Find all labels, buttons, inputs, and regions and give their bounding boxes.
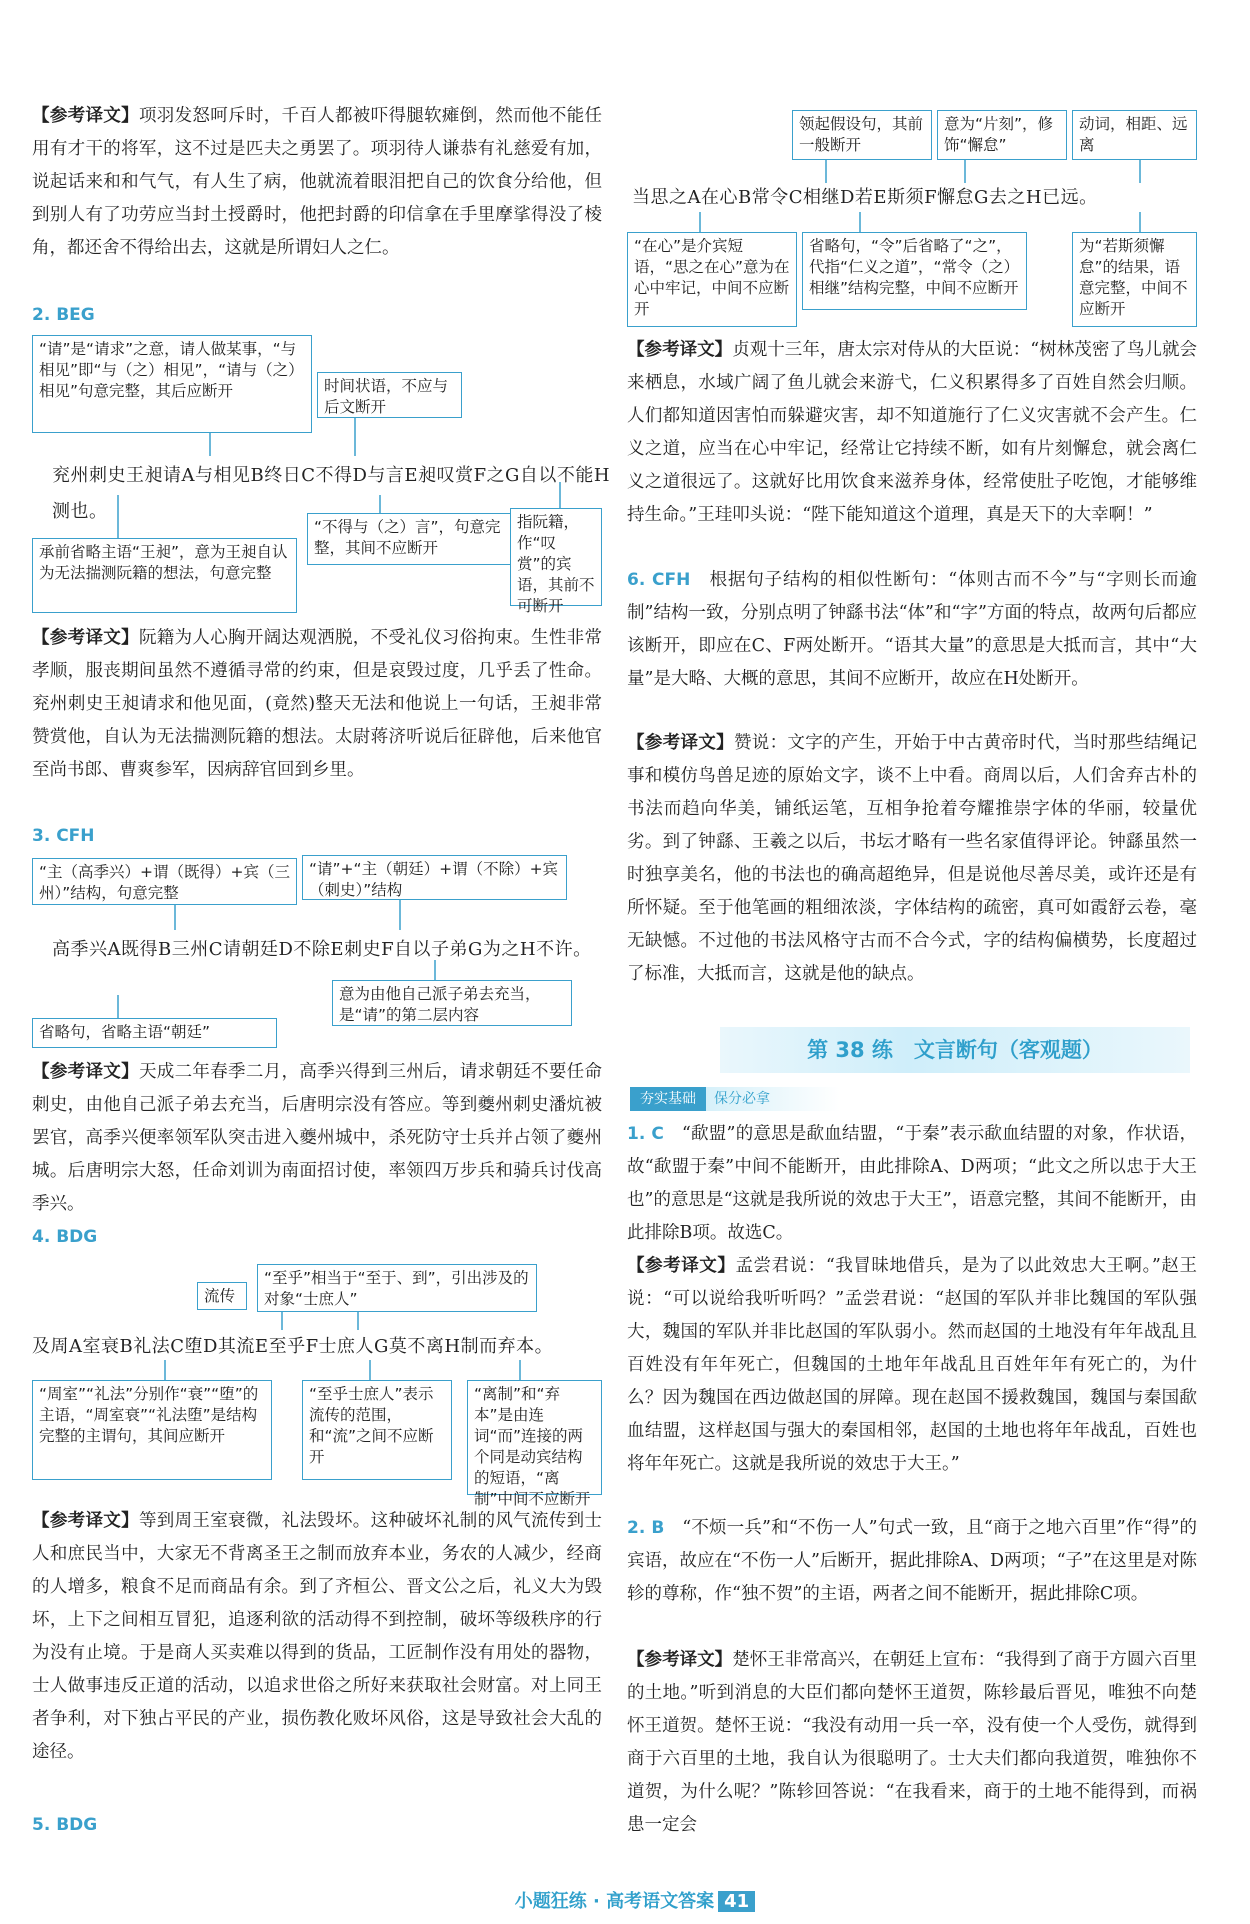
translation-text: 赞说：文字的产生，开始于中古黄帝时代，当时那些结绳记事和模仿鸟兽足迹的原始文字，谈不上中看。商周以后，人们舍弃古朴的书法而趋向华美，铺纸运笔，互相争抢着夸耀推崇字体的华丽，较量优劣。到了钟繇、王羲之以后，书坛才略有一些名家值得评论。钟繇虽然一时独享美名，他的书法也的确高超绝异，但是说他尽善尽美，或许还是有所怀疑。至于他笔画的粗细浓淡，字体结构的疏密，真可如霞舒云卷，毫无缺憾。不过他的书法风格守古而不合今式，字的结构偏横势，长度超过了标准，大抵而言，这就是他的缺点。 [627,733,1198,984]
rtop-translation [627,334,1197,532]
rtop-note-box-6: 为“若斯须懈怠”的结果，语意完整，中间不应断开 [1072,232,1197,327]
q2-note-box-2: 时间状语，不应与后文断开 [317,372,462,418]
translation-tag: 【参考译文】 [627,340,733,360]
translation-tag: 【参考译文】 [32,1062,139,1082]
rtop-note-box-2: 意为“片刻”，修饰“懈怠” [937,110,1067,160]
footer-text: 小题狂练 · 高考语文答案 [514,1891,715,1912]
q6-text: 根据句子结构的相似性断句：“体则古而不今”与“字则长而逾制”结构一致，分别点明了钟繇书法“体”和“字”方面的特点，故两句后都应该断开，即应在C、F两处断开。“语其大量”的意思是大抵而言，其中“大量”是大略、大概的意思，其间不应断开，故应在H处断开。 [627,570,1198,689]
translation-text: 贞观十三年，唐太宗对侍从的大臣说：“树林茂密了鸟儿就会来栖息，水域广阔了鱼儿就会来游弋，仁义积累得多了百姓自然会归顺。人们都知道因害怕而躲避灾害，却不知道施行了仁义灾害就不会产生。仁义之道，应当在心中牢记，经常让它持续不断，如有片刻懈怠，就会离仁义之道很远了。这就好比用饮食来滋养身体，经常使肚子吃饱，才能够维持生命。”王珪叩头说：“陛下能知道这个道理，真是天下的大幸啊！” [627,340,1197,525]
translation-tag: 【参考译文】 [32,628,139,648]
q3-note-box-1: “主（高季兴）+谓（既得）+宾（三州）”结构，句意完整 [32,858,297,905]
q2-answer: 2. BEG [32,305,95,325]
q5-answer: 5. BDG [32,1815,98,1835]
q6-explanation [627,564,1197,696]
q3-sentence: 高季兴A既得B三州C请朝廷D不除E刺史F自以子弟G为之H不许。 [52,939,592,960]
q2-note-box-1: “请”是“请求”之意，请人做某事，“与相见”即“与（之）相见”，“请与（之）相见”句意完整，其后应断开 [32,335,312,433]
q3-note-box-4: 省略句，省略主语“朝廷” [32,1018,277,1048]
translation-tag: 【参考译文】 [32,106,139,126]
translation-text: 孟尝君说：“我冒昧地借兵，是为了以此效忠大王啊。”赵王说：“可以说给我听听吗？”孟尝君说：“赵国的军队并非比魏国的军队强大，魏国的军队并非比赵国的军队弱小。然而赵国的土地没有年年战乱且百姓没有年年死亡，但魏国的土地年年战乱且百姓年年有死亡的，为什么？因为魏国在西边做赵国的屏障。现在赵国不援救魏国，魏国与秦国歃血结盟，这样赵国与强大的秦国相邻，赵国的土地也将年年战乱，百姓也将年年死亡。这就是我所说的效忠于大王。” [627,1256,1197,1474]
q3-note-box-3: 意为由他自己派子弟去充当，是“请”的第二层内容 [332,980,572,1026]
q3-note-box-2: “请”+“主（朝廷）+谓（不除）+宾（刺史）”结构 [302,855,567,900]
q3-translation [32,1056,602,1221]
sec-q2-text: “不烦一兵”和“不伤一人”句式一致，且“商于之地六百里”作“得”的宾语，故应在“不伤一人”后断开，据此排除A、D两项；“子”在这里是对陈轸的尊称，作“独不贺”的主语，两者之间不能断开，据此排除C项。 [627,1518,1197,1604]
q2-note-box-4: “不得与（之）言”，句意完整，其间不应断开 [307,513,517,565]
q2-note-box-3: 承前省略主语“王昶”，意为王昶自认为无法揣测阮籍的想法，句意完整 [32,538,297,613]
sec-q2-explanation [627,1512,1197,1611]
page-footer [470,1888,800,1916]
q4-note-box-3: “周室”“礼法”分别作“衰”“堕”的主语，“周室衰”“礼法堕”是结构完整的主谓句，其间应断开 [32,1380,272,1480]
section-subtag: 夯实基础 [630,1087,706,1111]
page-number: 41 [718,1891,755,1912]
q1-translation [32,100,602,265]
section-subtitle [630,1087,840,1111]
sec-q2-translation [627,1644,1197,1842]
section-title: 第 38 练 文言断句（客观题） [720,1027,1190,1073]
q3-answer: 3. CFH [32,826,95,846]
q2-translation [32,622,602,787]
q6-translation [627,727,1197,991]
rtop-note-box-3: 动词，相距、远离 [1072,110,1197,160]
q4-translation [32,1505,602,1769]
q2-note-box-5: 指阮籍，作“叹赏”的宾语，其前不可断开 [510,508,602,606]
sec-q1-answer: 1. C [627,1124,664,1144]
sec-q1-explanation [627,1118,1197,1250]
q4-note-box-4: “至乎士庶人”表示流传的范围，和“流”之间不应断开 [302,1380,452,1480]
rtop-note-box-5: 省略句，“令”后省略了“之”，代指“仁义之道”，“常令（之）相继”结构完整，中间不应断开 [802,232,1027,310]
rtop-note-box-4: “在心”是介宾短语，“思之在心”意为在心中牢记，中间不应断开 [627,232,797,327]
q2-sentence: 兖州刺史王昶请A与相见B终日C不得D与言E昶叹赏F之G自以不能H测也。 [52,465,611,522]
translation-text: 项羽发怒呵斥时，千百人都被吓得腿软瘫倒，然而他不能任用有才干的将军，这不过是匹夫之勇罢了。项羽待人谦恭有礼慈爱有加，说起话来和和气气，有人生了病，他就流着眼泪把自己的饮食分给他，但到别人有了功劳应当封土授爵时，他把封爵的印信拿在手里摩挲得没了棱角，都还舍不得给出去，这就是所谓妇人之仁。 [32,106,603,258]
sec-q2-answer: 2. B [627,1518,665,1538]
rtop-sentence: 当思之A在心B常令C相继D若E斯须F懈怠G去之H已远。 [632,187,1098,208]
translation-text: 等到周王室衰微，礼法毁坏。这种破坏礼制的风气流传到士人和庶民当中，大家无不背离圣王之制而放弃本业，务农的人减少，经商的人增多，粮食不足而商品有余。到了齐桓公、晋文公之后，礼义大为毁坏，上下之间相互冒犯，追逐利欲的活动得不到控制，破坏等级秩序的行为没有止境。于是商人买卖难以得到的货品，工匠制作没有用处的器物，士人做事违反正道的活动，以追求世俗之所好来获取社会财富。对上同王者争利，对下独占平民的产业，损伤教化败坏风俗，这是导致社会大乱的途径。 [32,1511,603,1762]
sec-q1-translation [627,1250,1197,1481]
translation-tag: 【参考译文】 [32,1511,139,1531]
translation-text: 楚怀王非常高兴，在朝廷上宣布：“我得到了商于方圆六百里的土地。”听到消息的大臣们都向楚怀王道贺，陈轸最后晋见，唯独不向楚怀王道贺。楚怀王说：“我没有动用一兵一卒，没有使一个人受伤，就得到商于六百里的土地，我自认为很聪明了。士大夫们都向我道贺，唯独你不道贺，为什么呢？”陈轸回答说：“在我看来，商于的土地不能得到，而祸患一定会 [627,1650,1197,1835]
q4-note-box-5: “离制”和“弃本”是由连词“而”连接的两个同是动宾结构的短语，“离制”中间不应断开 [467,1380,602,1495]
translation-text: 阮籍为人心胸开阔达观洒脱，不受礼仪习俗拘束。生性非常孝顺，服丧期间虽然不遵循寻常的约束，但是哀毁过度，几乎丢了性命。兖州刺史王昶请求和他见面，(竟然)整天无法和他说上一句话，王昶非常赞赏他，自认为无法揣测阮籍的想法。太尉蒋济听说后征辟他，后来他官至尚书郎、曹爽参军，因病辞官回到乡里。 [32,628,603,780]
q6-answer: 6. CFH [627,570,691,590]
q4-note-box-2: “至乎”相当于“至于、到”，引出涉及的对象“士庶人” [257,1264,537,1312]
q4-note-box-1: 流传 [197,1282,247,1310]
section-subtext: 保分必拿 [714,1091,770,1107]
q4-sentence: 及周A室衰B礼法C堕D其流E至乎F士庶人G莫不离H制而弃本。 [32,1336,554,1357]
rtop-note-box-1: 领起假设句，其前一般断开 [792,110,932,160]
translation-tag: 【参考译文】 [627,1256,736,1276]
translation-text: 天成二年春季二月，高季兴得到三州后，请求朝廷不要任命刺史，由他自己派子弟去充当，后唐明宗没有答应。等到夔州刺史潘炕被罢官，高季兴便率领军队突击进入夔州城中，杀死防守士兵并占领了夔州城。后唐明宗大怒，任命刘训为南面招讨使，率领四万步兵和骑兵讨伐高季兴。 [32,1062,603,1214]
translation-tag: 【参考译文】 [627,1650,733,1670]
q4-answer: 4. BDG [32,1227,98,1247]
sec-q1-text: “歃盟”的意思是歃血结盟，“于秦”表示歃血结盟的对象，作状语，故“歃盟于秦”中间不能断开，由此排除A、D两项；“此文之所以忠于大王也”的意思是“这就是我所说的效忠于大王”，语意完整，其间不能断开，由此排除B项。故选C。 [627,1124,1198,1243]
translation-tag: 【参考译文】 [627,733,734,753]
